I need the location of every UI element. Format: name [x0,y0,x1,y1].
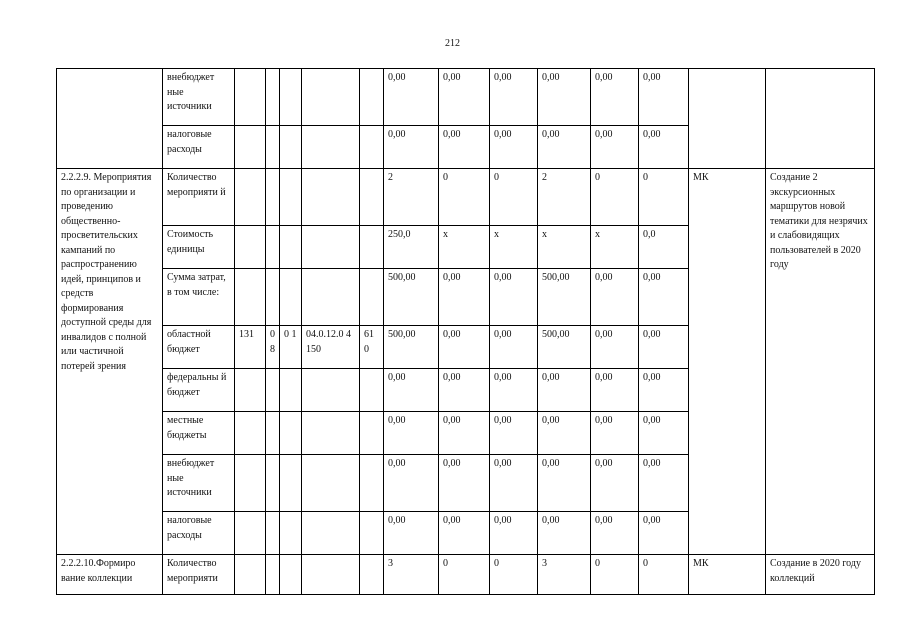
indicator-name: налоговые расходы [163,512,235,555]
budget-code-cell [302,69,360,126]
executor-cell: МК [689,169,766,555]
value-cell: 0 [639,555,689,595]
value-cell: 0,00 [490,369,538,412]
value-cell: х [490,226,538,269]
budget-code-cell [302,226,360,269]
budget-code-cell [360,555,384,595]
indicator-name: внебюджет ные источники [163,69,235,126]
value-cell: 0,00 [439,369,490,412]
value-cell: 0,00 [591,512,639,555]
value-cell: 0,00 [490,69,538,126]
activity-name: 2.2.2.10.Формиро вание коллекции [57,555,163,595]
value-cell: 500,00 [384,269,439,326]
budget-code-cell [266,555,280,595]
budget-code-cell [266,226,280,269]
value-cell: 3 [538,555,591,595]
value-cell: 500,00 [538,269,591,326]
indicator-name: областной бюджет [163,326,235,369]
value-cell: 0,00 [384,412,439,455]
value-cell: 0,00 [591,326,639,369]
budget-code-cell [235,69,266,126]
value-cell: 0 [639,169,689,226]
indicator-name: внебюджет ные источники [163,455,235,512]
value-cell: 0,00 [538,455,591,512]
value-cell: 0 [490,555,538,595]
budget-code-cell [280,512,302,555]
value-cell: 0,00 [490,412,538,455]
budget-code-cell [302,555,360,595]
executor-cell-prev [689,69,766,169]
value-cell: 0,00 [591,269,639,326]
indicator-name: налоговые расходы [163,126,235,169]
value-cell: х [439,226,490,269]
result-cell: Создание 2 экскурсионных маршрутов новой тематики для незрячих и слабовидящих пользователей в 2020 году [766,169,875,555]
budget-code-cell [302,369,360,412]
budget-code-cell [266,269,280,326]
indicator-name: федеральны й бюджет [163,369,235,412]
budget-code-cell [280,412,302,455]
budget-code-cell [360,126,384,169]
budget-code-cell [360,269,384,326]
table-row [57,69,875,126]
budget-code-cell [302,126,360,169]
budget-code-cell [235,226,266,269]
budget-code-cell [235,455,266,512]
value-cell: 0,00 [591,126,639,169]
value-cell: 0,00 [639,326,689,369]
page-number: 212 [445,38,460,49]
budget-code-cell [360,412,384,455]
value-cell: 0,00 [439,412,490,455]
value-cell: 0,00 [490,126,538,169]
budget-code-cell [280,455,302,512]
value-cell: 0,00 [538,126,591,169]
budget-code-cell [266,512,280,555]
value-cell: 2 [384,169,439,226]
value-cell: 0,00 [639,512,689,555]
value-cell: 0,00 [538,369,591,412]
table-body [57,69,875,595]
value-cell: х [591,226,639,269]
budget-code-cell [235,126,266,169]
budget-code-cell [360,169,384,226]
value-cell: 0,00 [591,369,639,412]
budget-code-cell [302,269,360,326]
value-cell: 0,00 [538,412,591,455]
budget-code-cell [360,226,384,269]
budget-code-cell [266,455,280,512]
budget-code-cell [360,512,384,555]
budget-code-cell [360,69,384,126]
indicator-name: Количество мероприяти [163,555,235,595]
budget-code-cell: 0 8 [266,326,280,369]
value-cell: 0,00 [439,455,490,512]
table-row [57,555,875,595]
budget-code-cell [360,455,384,512]
budget-code-cell [266,369,280,412]
value-cell: 0,00 [591,455,639,512]
value-cell: 0,00 [639,69,689,126]
budget-code-cell [280,269,302,326]
value-cell: 0,00 [384,512,439,555]
budget-code-cell [266,412,280,455]
budget-code-cell [235,555,266,595]
value-cell: 0,00 [591,69,639,126]
value-cell: 0,00 [538,512,591,555]
value-cell: 0,00 [591,412,639,455]
value-cell: 0,00 [439,512,490,555]
value-cell: 0,00 [490,512,538,555]
value-cell: 0,00 [439,326,490,369]
value-cell: 2 [538,169,591,226]
value-cell: 0,00 [384,126,439,169]
executor-cell: МК [689,555,766,595]
value-cell: 0,00 [538,69,591,126]
value-cell: 0 [439,555,490,595]
budget-code-cell [280,169,302,226]
value-cell: 0,00 [384,455,439,512]
value-cell: 0,00 [490,455,538,512]
activity-cell-prev [57,69,163,169]
indicator-name: Количество мероприяти й [163,169,235,226]
budget-code-cell [235,169,266,226]
budget-code-cell [235,412,266,455]
budget-code-cell [235,512,266,555]
value-cell: 3 [384,555,439,595]
budget-code-cell [302,169,360,226]
value-cell: 0,00 [639,369,689,412]
indicator-name: местные бюджеты [163,412,235,455]
value-cell: 500,00 [384,326,439,369]
budget-code-cell: 131 [235,326,266,369]
budget-code-cell [280,126,302,169]
value-cell: 0,00 [439,126,490,169]
budget-code-cell [266,126,280,169]
result-cell: Создание в 2020 году коллекций [766,555,875,595]
indicator-name: Сумма затрат, в том числе: [163,269,235,326]
budget-code-cell [280,69,302,126]
value-cell: 0 [591,169,639,226]
budget-code-cell: 61 0 [360,326,384,369]
budget-code-cell [266,169,280,226]
budget-code-cell [302,412,360,455]
value-cell: 0 [591,555,639,595]
budget-code-cell [360,369,384,412]
value-cell: 500,00 [538,326,591,369]
value-cell: 0 [490,169,538,226]
budget-code-cell [302,512,360,555]
budget-code-cell: 0 1 [280,326,302,369]
table-row [57,169,875,226]
budget-code-cell [266,69,280,126]
value-cell: 0,00 [490,269,538,326]
budget-code-cell [302,455,360,512]
value-cell: 0,00 [639,412,689,455]
result-cell-prev [766,69,875,169]
value-cell: 0,00 [384,369,439,412]
value-cell: 0,00 [439,69,490,126]
value-cell: 0,00 [639,126,689,169]
budget-table [56,68,875,595]
budget-code-cell [280,369,302,412]
value-cell: 0,00 [639,269,689,326]
value-cell: 0,00 [639,455,689,512]
value-cell: 0 [439,169,490,226]
value-cell: 0,00 [490,326,538,369]
budget-code-cell [280,226,302,269]
budget-code-cell [235,369,266,412]
value-cell: 250,0 [384,226,439,269]
budget-code-cell [235,269,266,326]
budget-code-cell: 04.0.12.0 4150 [302,326,360,369]
value-cell: 0,00 [384,69,439,126]
activity-name: 2.2.2.9. Мероприятия по организации и проведению общественно-просветительских кампаний по распространению идей, принципов и средств формирования доступной среды для инвалидов с полной или частичной потерей зрения [57,169,163,555]
value-cell: 0,00 [439,269,490,326]
value-cell: 0,0 [639,226,689,269]
value-cell: х [538,226,591,269]
indicator-name: Стоимость единицы [163,226,235,269]
budget-code-cell [280,555,302,595]
